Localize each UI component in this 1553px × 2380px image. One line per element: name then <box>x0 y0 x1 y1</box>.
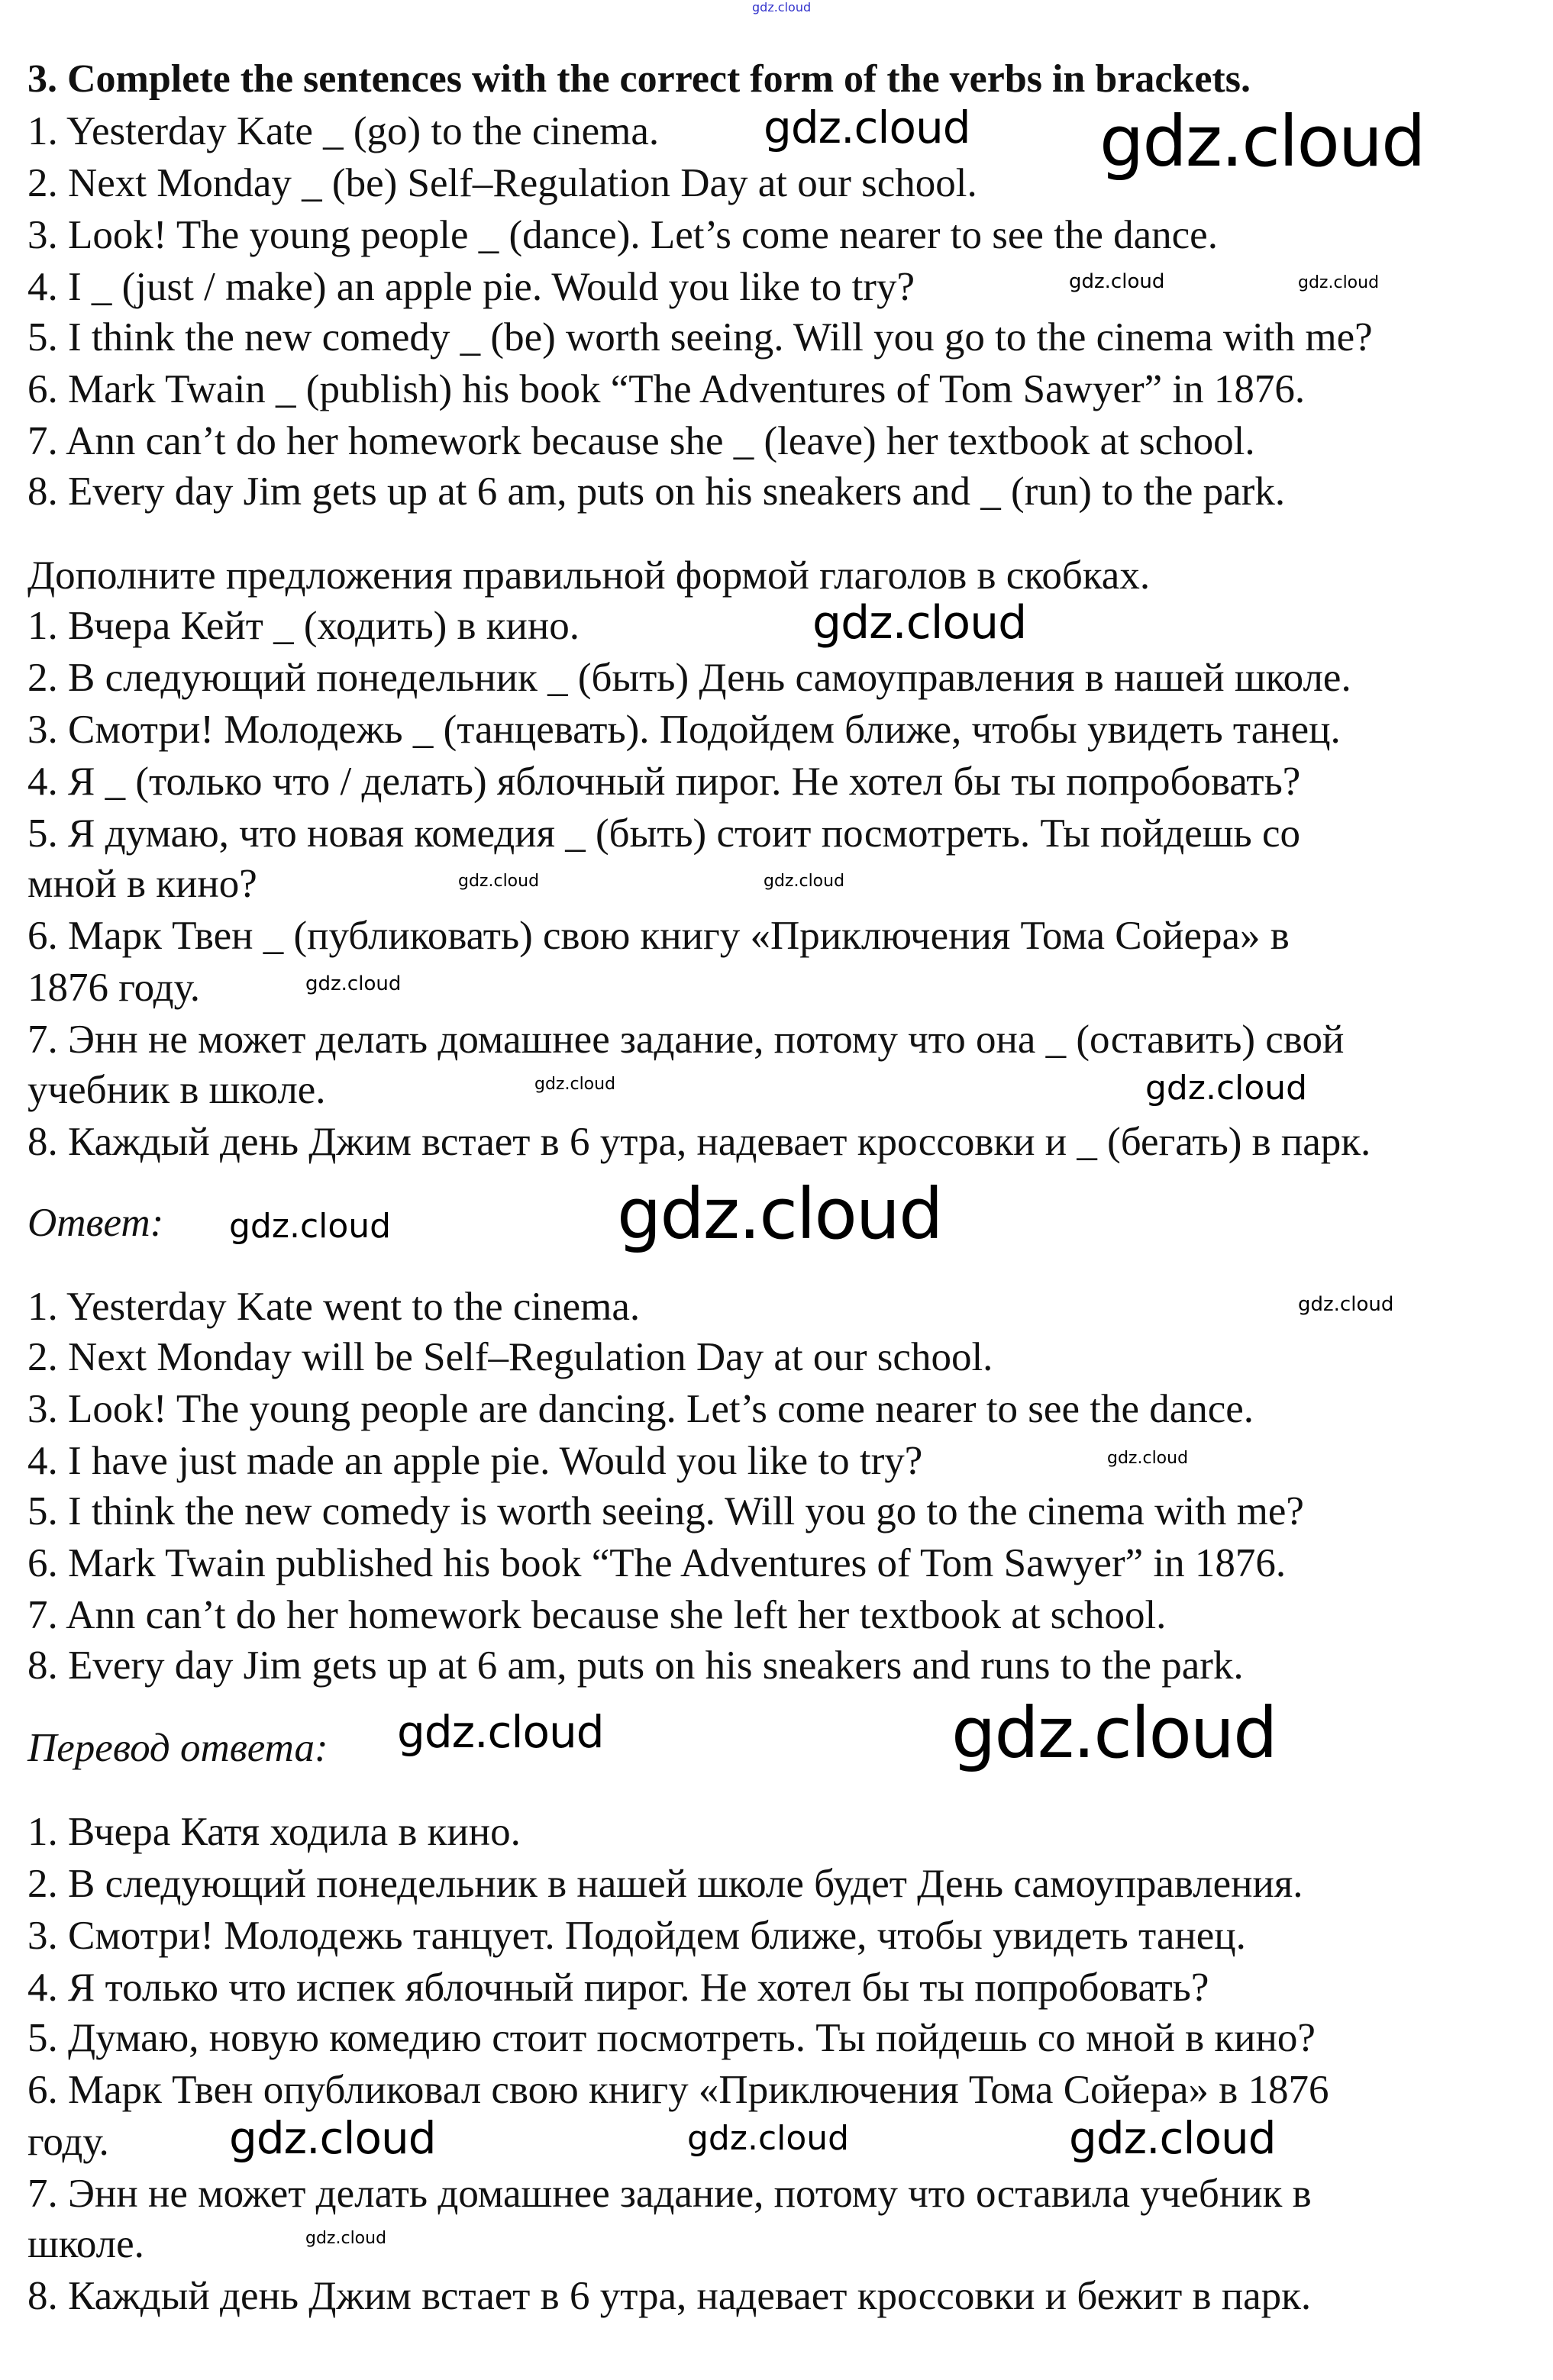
answer-line: 6. Mark Twain published his book “The Adventures of Tom Sawyer” in 1876. <box>27 1541 1287 1585</box>
task-sentence: 7. Ann can’t do her homework because she _ (leave) her textbook at school. <box>27 419 1255 463</box>
translation-heading: Дополните предложения правильной формой глаголов в скобках. <box>27 553 1151 598</box>
translation-line: 1. Вчера Кейт _ (ходить) в кино. <box>27 604 580 648</box>
watermark: gdz.cloud <box>229 1207 392 1246</box>
answer-line: 8. Every day Jim gets up at 6 am, puts on his sneakers and runs to the park. <box>27 1643 1244 1688</box>
translation-line: 3. Смотри! Молодежь _ (танцевать). Подойдем ближе, чтобы увидеть танец. <box>27 708 1341 752</box>
watermark: gdz.cloud <box>458 872 540 891</box>
watermark: gdz.cloud <box>1298 1293 1394 1316</box>
task-sentence: 2. Next Monday _ (be) Self–Regulation Day at our school. <box>27 161 977 205</box>
watermark: gdz.cloud <box>534 1075 616 1094</box>
answer-line: 1. Yesterday Kate went to the cinema. <box>27 1285 641 1329</box>
answer-translation-line: 8. Каждый день Джим встает в 6 утра, надевает кроссовки и бежит в парк. <box>27 2274 1312 2318</box>
translation-line: 8. Каждый день Джим встает в 6 утра, надевает кроссовки и _ (бегать) в парк. <box>27 1120 1371 1164</box>
answer-line: 3. Look! The young people are dancing. Let’s come nearer to see the dance. <box>27 1387 1254 1431</box>
task-heading: 3. Complete the sentences with the correct form of the verbs in brackets. <box>27 57 1251 101</box>
translation-line: 4. Я _ (только что / делать) яблочный пирог. Не хотел бы ты попробовать? <box>27 759 1301 804</box>
watermark: gdz.cloud <box>951 1692 1277 1774</box>
answer-translation-line: 5. Думаю, новую комедию стоит посмотреть. Ты пойдешь со мной в кино? <box>27 2016 1316 2060</box>
translation-line: 1876 году. <box>27 966 201 1010</box>
answer-line: 7. Ann can’t do her homework because she left her textbook at school. <box>27 1593 1167 1637</box>
translation-line: 7. Энн не может делать домашнее задание, потому что она _ (оставить) свой <box>27 1017 1345 1062</box>
watermark: gdz.cloud <box>687 2119 850 2158</box>
task-sentence: 4. I _ (just / make) an apple pie. Would you like to try? <box>27 265 915 309</box>
watermark: gdz.cloud <box>1069 2112 1276 2164</box>
watermark: gdz.cloud <box>1099 101 1425 182</box>
watermark: gdz.cloud <box>764 872 845 891</box>
task-sentence: 6. Mark Twain _ (publish) his book “The Adventures of Tom Sawyer” in 1876. <box>27 367 1306 411</box>
watermark: gdz.cloud <box>764 102 970 153</box>
answer-translation-line: 3. Смотри! Молодежь танцует. Подойдем ближе, чтобы увидеть танец. <box>27 1914 1246 1958</box>
translation-line: 5. Я думаю, что новая комедия _ (быть) стоит посмотреть. Ты пойдешь со <box>27 811 1300 856</box>
answer-translation-line: 4. Я только что испек яблочный пирог. Не хотел бы ты попробовать? <box>27 1966 1209 2010</box>
task-sentence: 5. I think the new comedy _ (be) worth seeing. Will you go to the cinema with me? <box>27 315 1373 360</box>
answer-translation-line: году. <box>27 2120 109 2164</box>
answer-translation-line: 1. Вчера Катя ходила в кино. <box>27 1810 521 1854</box>
answer-translation-line: школе. <box>27 2222 144 2266</box>
watermark: gdz.cloud <box>305 972 402 995</box>
watermark: gdz.cloud <box>617 1173 942 1255</box>
watermark: gdz.cloud <box>1107 1449 1189 1468</box>
watermark-top: gdz.cloud <box>752 0 812 15</box>
answer-translation-line: 7. Энн не может делать домашнее задание, потому что оставила учебник в <box>27 2172 1312 2216</box>
watermark: gdz.cloud <box>305 2229 387 2248</box>
translation-line: 6. Марк Твен _ (публиковать) свою книгу «Приключения Тома Сойера» в <box>27 914 1290 958</box>
translation-line: мной в кино? <box>27 862 257 906</box>
watermark: gdz.cloud <box>1145 1069 1308 1108</box>
answer-translation-label: Перевод ответа: <box>27 1726 328 1770</box>
watermark: gdz.cloud <box>812 596 1027 650</box>
answer-translation-line: 6. Марк Твен опубликовал свою книгу «Приключения Тома Сойера» в 1876 <box>27 2068 1329 2112</box>
translation-line: 2. В следующий понедельник _ (быть) День самоуправления в нашей школе. <box>27 656 1351 700</box>
answer-line: 2. Next Monday will be Self–Regulation Day at our school. <box>27 1335 993 1379</box>
watermark: gdz.cloud <box>229 2112 436 2164</box>
watermark: gdz.cloud <box>397 1706 604 1758</box>
answer-label: Ответ: <box>27 1201 164 1245</box>
answer-line: 5. I think the new comedy is worth seeing. Will you go to the cinema with me? <box>27 1489 1304 1533</box>
watermark: gdz.cloud <box>1069 270 1165 293</box>
answer-translation-line: 2. В следующий понедельник в нашей школе будет День самоуправления. <box>27 1862 1303 1906</box>
translation-line: учебник в школе. <box>27 1068 326 1112</box>
answer-line: 4. I have just made an apple pie. Would you like to try? <box>27 1439 923 1483</box>
task-sentence: 1. Yesterday Kate _ (go) to the cinema. <box>27 109 660 153</box>
watermark: gdz.cloud <box>1298 273 1380 292</box>
task-sentence: 3. Look! The young people _ (dance). Let’s come nearer to see the dance. <box>27 213 1218 257</box>
task-sentence: 8. Every day Jim gets up at 6 am, puts on his sneakers and _ (run) to the park. <box>27 469 1286 514</box>
